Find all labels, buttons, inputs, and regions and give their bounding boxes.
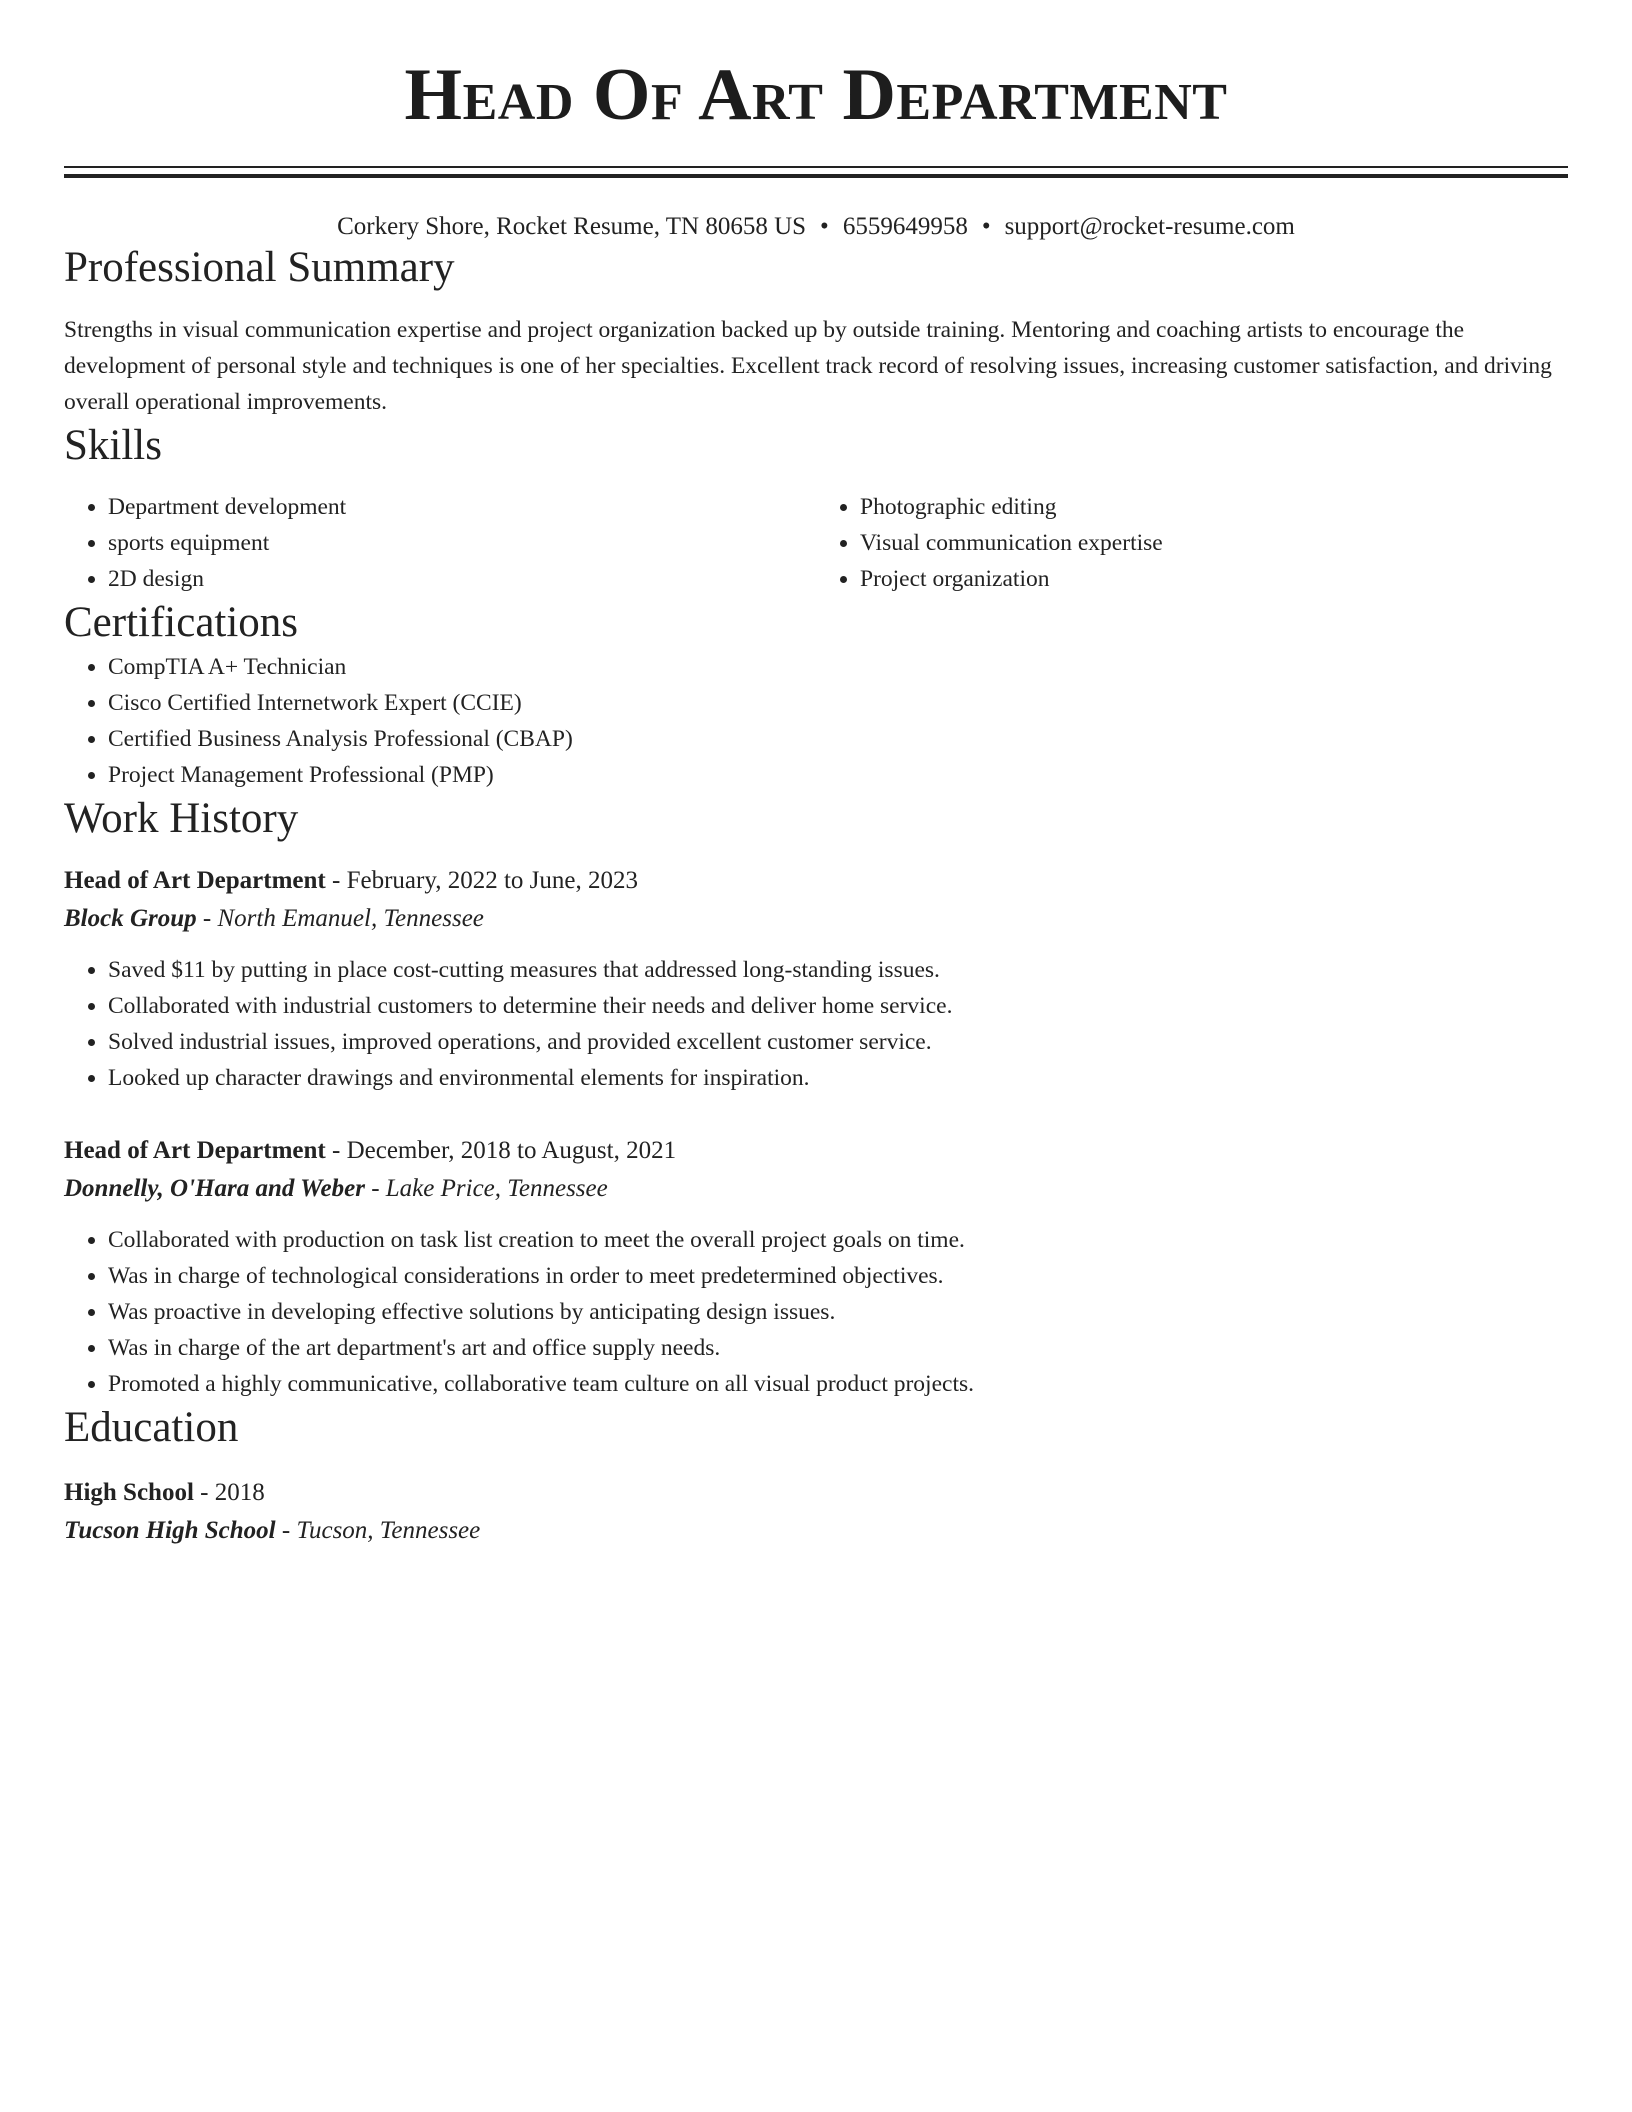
job-bullets — [64, 1222, 1568, 1402]
job-bullet: • Saved $11 by putting in place cost-cutting measures that addressed long-standing issues. — [108, 952, 1568, 988]
job-bullet: • Solved industrial issues, improved operations, and provided excellent customer service. — [108, 1024, 1568, 1060]
job-company: Block Group — [64, 905, 197, 933]
job-bullet: • Was in charge of technological considerations in order to meet predetermined objectives. — [108, 1258, 1568, 1294]
certifications-heading: Certifications — [64, 599, 299, 647]
skills-heading: Skills — [64, 421, 162, 469]
job-entry — [64, 862, 1568, 1096]
job-employer — [64, 900, 1568, 938]
contact-email: support@rocket-resume.com — [1004, 213, 1295, 240]
contact-separator: • — [820, 213, 829, 240]
job-bullet: • Promoted a highly communicative, collaborative team culture on all visual product projects. — [108, 1366, 1568, 1402]
job-header — [64, 862, 1568, 900]
contact-address: Corkery Shore, Rocket Resume, TN 80658 US — [337, 213, 807, 240]
skill-item: • Photographic editing — [860, 489, 1568, 525]
skill-item: • 2D design — [108, 561, 816, 597]
job-location: - Lake Price, Tennessee — [364, 1175, 608, 1203]
job-bullet: • Looked up character drawings and environmental elements for inspiration. — [108, 1060, 1568, 1096]
certification-item: • Cisco Certified Internetwork Expert (CCIE) — [108, 685, 1568, 721]
education-school: Tucson High School — [64, 1516, 276, 1544]
job-bullet: • Was in charge of the art department's art and office supply needs. — [108, 1330, 1568, 1366]
education-degree: High School — [64, 1478, 194, 1506]
education-header — [64, 1474, 1568, 1512]
job-location: - North Emanuel, Tennessee — [196, 905, 484, 933]
job-employer — [64, 1170, 1568, 1208]
contact-separator: • — [981, 213, 991, 240]
certification-item: • CompTIA A+ Technician — [108, 649, 1568, 685]
skills-right-list — [816, 489, 1568, 597]
resume-name: Head Of Art Department — [404, 54, 1228, 136]
job-dates: - December, 2018 to August, 2021 — [325, 1137, 677, 1165]
certifications-list — [64, 649, 1568, 793]
skills-left-list — [64, 489, 816, 597]
skill-item: • Department development — [108, 489, 816, 525]
job-bullet: • Collaborated with industrial customers to determine their needs and deliver home service. — [108, 988, 1568, 1024]
skills-columns — [64, 489, 1568, 597]
education-year: - 2018 — [193, 1478, 265, 1506]
job-dates: - February, 2022 to June, 2023 — [325, 867, 638, 895]
skill-item: • sports equipment — [108, 525, 816, 561]
job-bullet: • Was proactive in developing effective solutions by anticipating design issues. — [108, 1294, 1568, 1330]
skill-item: • Project organization — [860, 561, 1568, 597]
job-header — [64, 1132, 1568, 1170]
education-location: - Tucson, Tennessee — [275, 1516, 481, 1544]
education-school-line — [64, 1512, 1568, 1550]
job-bullets — [64, 952, 1568, 1096]
contact-phone: 6559649958 — [842, 213, 968, 240]
header-divider — [64, 166, 1568, 178]
contact-line — [64, 212, 1568, 242]
job-bullet: • Collaborated with production on task list creation to meet the overall project goals on time. — [108, 1222, 1568, 1258]
certification-item: • Certified Business Analysis Professional (CBAP) — [108, 721, 1568, 757]
education-entry — [64, 1474, 1568, 1550]
work-history-heading: Work History — [64, 794, 299, 842]
summary-heading: Professional Summary — [64, 244, 455, 291]
certification-item: • Project Management Professional (PMP) — [108, 757, 1568, 793]
job-role: Head of Art Department — [64, 1137, 326, 1165]
education-heading: Education — [64, 1404, 239, 1452]
summary-text: Strengths in visual communication expertise and project organization backed up by outside training. Mentoring and coaching artists to encourage the development of personal style and techniques is one of her specialties. Excellent track record of resolving issues, increasing customer satisfaction, and driving overall operational improvements. — [64, 316, 1552, 415]
job-role: Head of Art Department — [64, 867, 326, 895]
job-company: Donnelly, O'Hara and Weber — [64, 1175, 365, 1203]
skill-item: • Visual communication expertise — [860, 525, 1568, 561]
job-entry — [64, 1132, 1568, 1402]
